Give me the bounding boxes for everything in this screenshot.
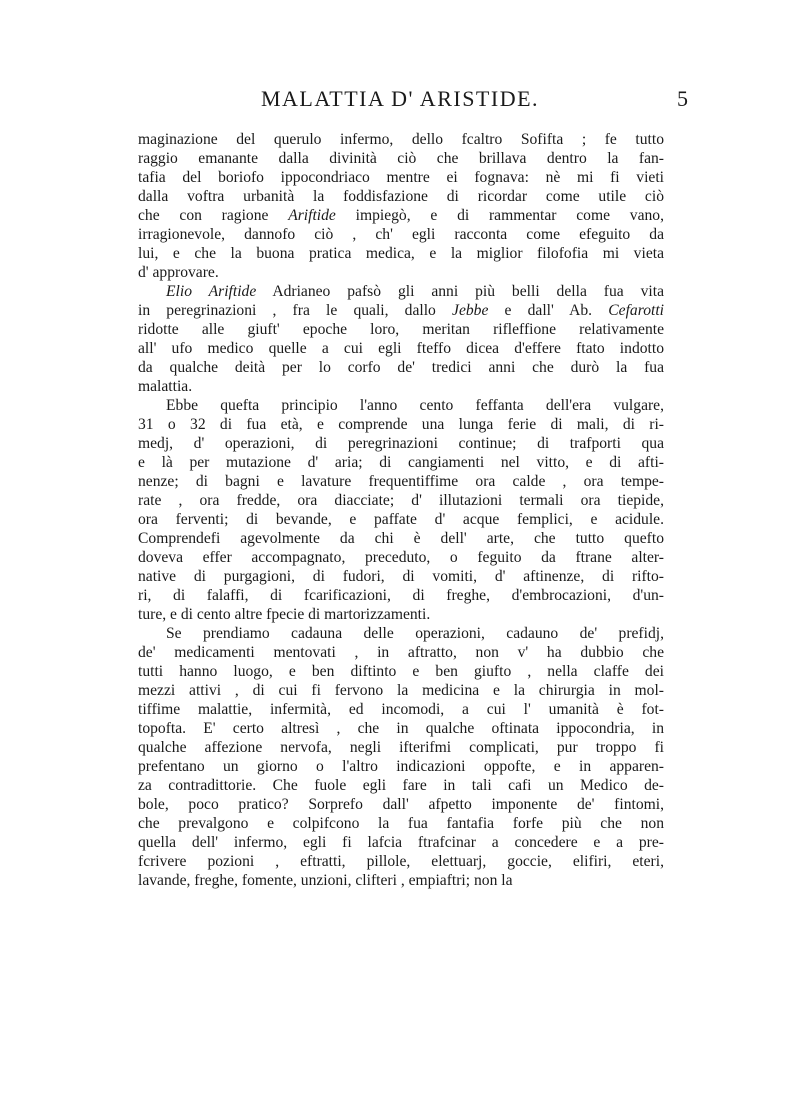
text-line <box>138 643 664 662</box>
text-run: rate , ora fredde, ora diacciate; d' illutazioni termali ora tiepide, <box>138 492 664 509</box>
text-run: bole, poco pratico? Sorprefo dall' afpetto imponente de' fintomi, <box>138 796 664 813</box>
text-run: qualche affezione nervofa, negli ifterifmi complicati, pur troppo fi <box>138 739 664 756</box>
text-line <box>138 662 664 681</box>
text-run: dalla voftra urbanità la foddisfazione di ricordar come utile ciò <box>138 188 664 205</box>
text-run: tafia del boriofo ippocondriaco mentre ei fognava: nè mi fi vieti <box>138 169 664 186</box>
text-run: ture, e di cento altre fpecie di martorizzamenti. <box>138 606 431 623</box>
text-run: lavande, freghe, fomente, unzioni, clifteri , empiaftri; non la <box>138 872 513 889</box>
text-line <box>138 624 664 643</box>
text-line <box>138 453 664 472</box>
text-run: e dall' Ab. <box>488 302 609 319</box>
text-line <box>138 852 664 871</box>
text-run: che con ragione <box>138 207 289 224</box>
text-run: tutti hanno luogo, e ben diftinto e ben giufto , nella claffe dei <box>138 663 664 680</box>
text-line <box>138 681 664 700</box>
text-line <box>138 301 664 320</box>
text-line <box>138 795 664 814</box>
text-line <box>138 225 664 244</box>
italic-text: Elio Ariftide <box>166 283 257 300</box>
text-run: nenze; di bagni e lavature frequentiffime ora calde , ora tempe- <box>138 473 664 490</box>
running-head <box>140 86 688 112</box>
text-run: ora ferventi; di bevande, e paffate d' acque femplici, e acidule. <box>138 511 664 528</box>
text-line <box>138 339 664 358</box>
text-run: de' medicamenti mentovati , in aftratto, non v' ha dubbio che <box>138 644 664 661</box>
text-run: malattia. <box>138 378 193 395</box>
text-line <box>138 757 664 776</box>
text-run: che prevalgono e colpifcono la fua fantafia forfe più che non <box>138 815 664 832</box>
text-line <box>138 871 664 890</box>
text-run: lui, e che la buona pratica medica, e la miglior filofofia mi vieta <box>138 245 664 262</box>
text-run: all' ufo medico quelle a cui egli fteffo dicea d'effere ftato indotto <box>138 340 664 357</box>
text-line <box>138 130 664 149</box>
text-run: d' approvare. <box>138 264 219 281</box>
text-line <box>138 149 664 168</box>
text-run: fcrivere pozioni , eftratti, pillole, elettuarj, goccie, elifiri, eteri, <box>138 853 664 870</box>
text-line <box>138 776 664 795</box>
text-run: Comprendefi agevolmente da chi è dell' arte, che tutto quefto <box>138 530 664 547</box>
text-run: tiffime malattie, infermità, ed incomodi, a cui l' umanità è fot- <box>138 701 664 718</box>
text-line <box>138 719 664 738</box>
text-line <box>138 491 664 510</box>
text-line <box>138 244 664 263</box>
page-number: 5 <box>677 86 688 111</box>
running-title: MALATTIA D' ARISTIDE. <box>260 86 540 111</box>
italic-text: Jebbe <box>452 302 489 319</box>
text-run: ridotte alle giuft' epoche loro, meritan rifleffione relativamente <box>138 321 664 338</box>
text-line <box>138 358 664 377</box>
text-run: topofta. E' certo altresì , che in qualche oftinata ippocondria, in <box>138 720 664 737</box>
text-run: ri, di falaffi, di fcarificazioni, di freghe, d'embrocazioni, d'un- <box>138 587 664 604</box>
text-line <box>138 187 664 206</box>
text-line <box>138 206 664 225</box>
text-run: da qualche deità per lo corfo de' tredici anni che durò la fua <box>138 359 664 376</box>
body-text <box>138 130 664 890</box>
text-line <box>138 586 664 605</box>
text-line <box>138 738 664 757</box>
text-run: 31 o 32 di fua età, e comprende una lunga ferie di mali, di ri- <box>138 416 664 433</box>
text-run: impiegò, e di rammentar come vano, <box>335 207 664 224</box>
text-run: Se prendiamo cadauna delle operazioni, cadauno de' prefidj, <box>166 625 664 642</box>
text-line <box>138 700 664 719</box>
text-run: za contradittorie. Che fuole egli fare in tali cafi un Medico de- <box>138 777 664 794</box>
text-line <box>138 567 664 586</box>
text-line <box>138 529 664 548</box>
paragraph <box>138 282 664 396</box>
text-run: mezzi attivi , di cui fi fervono la medicina e la chirurgia in mol- <box>138 682 664 699</box>
text-line <box>138 320 664 339</box>
text-run: native di purgagioni, di fudori, di vomiti, d' aftinenze, di rifto- <box>138 568 664 585</box>
italic-text: Ariftide <box>288 207 336 224</box>
text-run: prefentano un giorno o l'altro indicazioni oppofte, e in apparen- <box>138 758 664 775</box>
text-line <box>138 510 664 529</box>
text-run: raggio emanante dalla divinità ciò che brillava dentro la fan- <box>138 150 664 167</box>
text-run: medj, d' operazioni, di peregrinazioni continue; di trafporti qua <box>138 435 664 452</box>
text-line <box>138 605 664 624</box>
text-line <box>138 833 664 852</box>
text-run: Ebbe quefta principio l'anno cento feffanta dell'era vulgare, <box>166 397 664 414</box>
text-run: quella dell' infermo, egli fi lafcia ftrafcinar a concedere e a pre- <box>138 834 664 851</box>
paragraph <box>138 624 664 890</box>
text-line <box>138 434 664 453</box>
text-line <box>138 472 664 491</box>
text-line <box>138 396 664 415</box>
text-line <box>138 168 664 187</box>
text-line <box>138 263 664 282</box>
text-line <box>138 814 664 833</box>
text-line <box>138 282 664 301</box>
text-line <box>138 548 664 567</box>
paragraph <box>138 130 664 282</box>
text-run: maginazione del querulo infermo, dello fcaltro Sofifta ; fe tutto <box>138 131 664 148</box>
text-run: doveva effer accompagnato, preceduto, o feguito da ftrane alter- <box>138 549 664 566</box>
text-run: e là per mutazione d' aria; di cangiamenti nel vitto, e di afti- <box>138 454 664 471</box>
text-run: in peregrinazioni , fra le quali, dallo <box>138 302 453 319</box>
paragraph <box>138 396 664 624</box>
text-run: Adrianeo pafsò gli anni più belli della fua vita <box>256 283 664 300</box>
text-run: irragionevole, dannofo ciò , ch' egli racconta come efeguito da <box>138 226 664 243</box>
text-line <box>138 377 664 396</box>
text-line <box>138 415 664 434</box>
italic-text: Cefarotti <box>608 302 664 319</box>
